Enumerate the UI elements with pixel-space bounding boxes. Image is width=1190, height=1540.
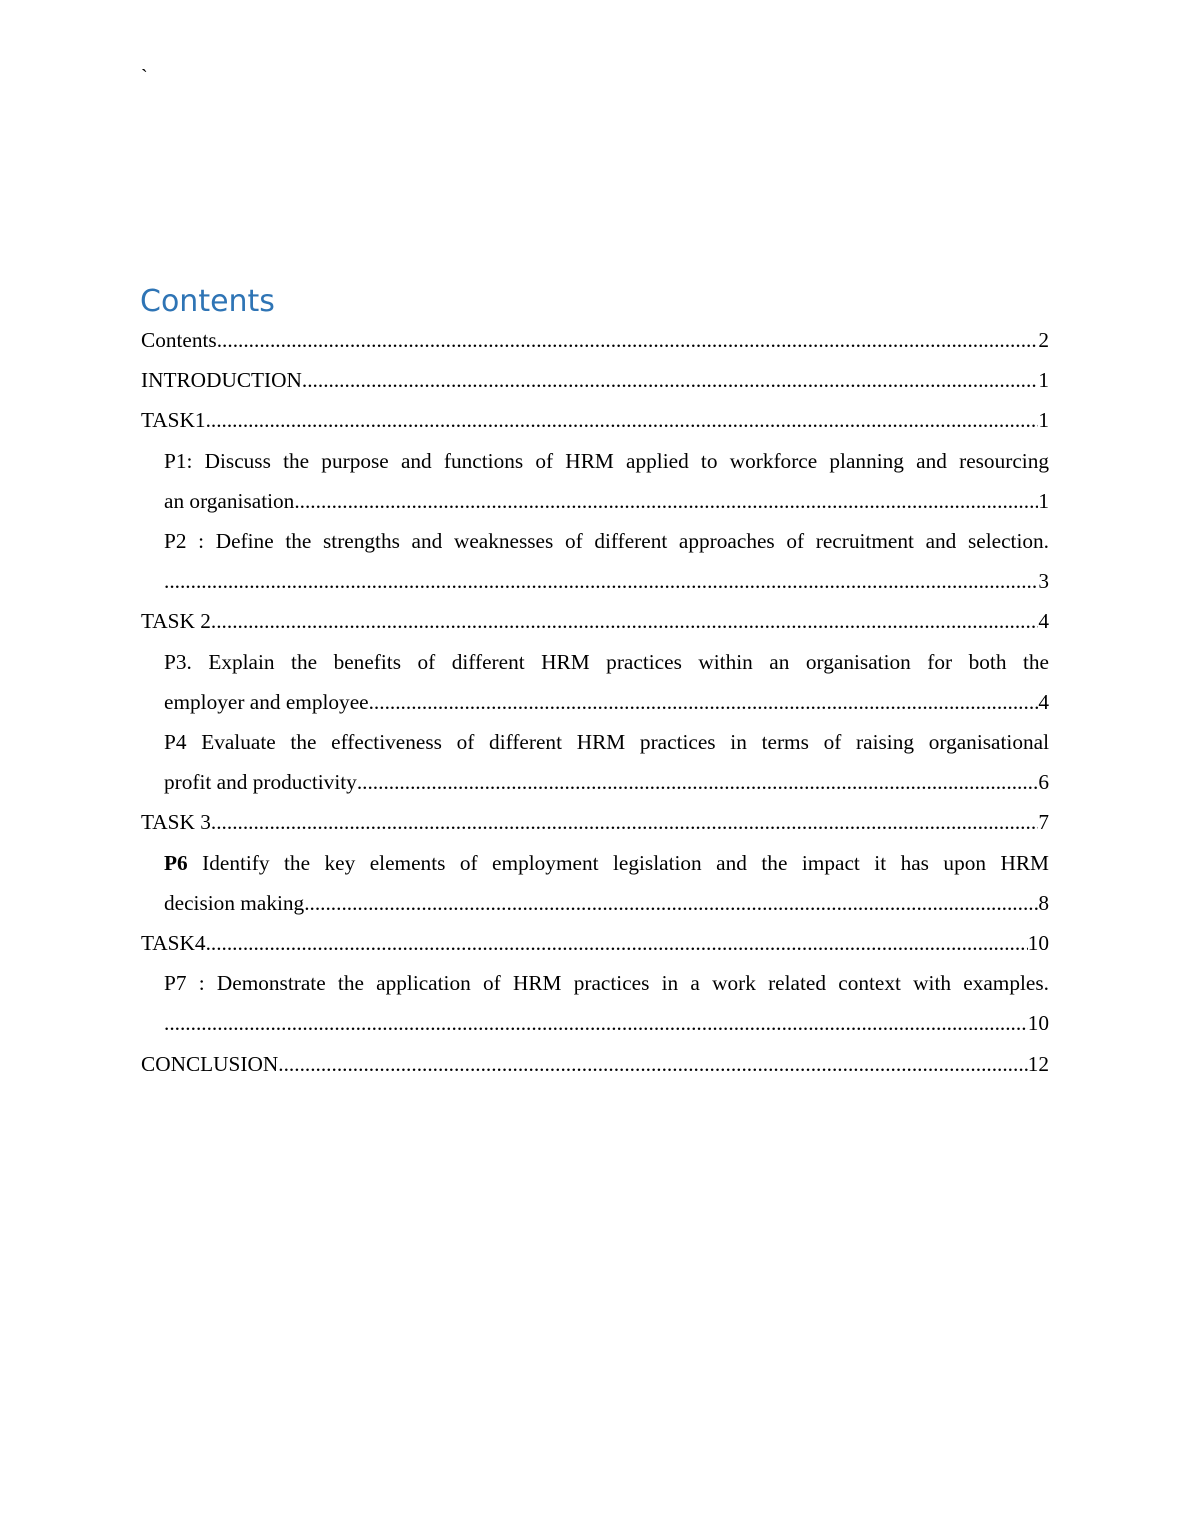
stray-mark: ` <box>141 66 148 88</box>
dot-leader <box>278 1044 1027 1084</box>
toc-entry-task3[interactable] <box>141 802 1049 842</box>
dot-leader <box>369 682 1039 722</box>
dot-leader <box>206 923 1028 963</box>
toc-page-number: 2 <box>1038 328 1049 352</box>
toc-entry-label: Contents <box>141 328 217 352</box>
toc-entry-label: CONCLUSION <box>141 1051 279 1076</box>
toc-entry-introduction[interactable] <box>141 360 1049 400</box>
toc-entry-label-text: Identify the key elements of employment legislation and the impact it has upon HRM <box>187 850 1049 875</box>
toc-entry-label <box>164 843 1049 883</box>
dot-leader <box>217 320 1039 360</box>
toc-entry-bold-prefix: P6 <box>164 850 188 875</box>
toc-page-number: 10 <box>1027 1011 1049 1036</box>
toc-entry-p6[interactable] <box>141 843 1049 923</box>
toc-entry-p2[interactable] <box>141 521 1049 601</box>
dot-leader <box>164 561 1038 601</box>
toc-entry-label: TASK 3 <box>141 810 211 835</box>
toc-entry-label: P3. Explain the benefits of different HRM practices within an organisation for both the <box>164 649 1049 674</box>
toc-entry-label: INTRODUCTION <box>141 368 302 393</box>
toc-entry-label-continued: profit and productivity <box>164 770 357 795</box>
toc-entry-label: P7 : Demonstrate the application of HRM practices in a work related context with examples. <box>164 971 1049 996</box>
toc-page-number: 7 <box>1038 810 1049 835</box>
toc-entry-label: P4 Evaluate the effectiveness of different HRM practices in terms of raising organisational <box>164 730 1049 755</box>
dot-leader <box>294 481 1038 521</box>
toc-heading: Contents <box>140 284 275 319</box>
dot-leader <box>357 762 1039 802</box>
toc-page-number: 4 <box>1038 689 1049 714</box>
toc-entry-label-continued: employer and employee <box>164 689 369 714</box>
table-of-contents <box>141 320 1049 1084</box>
toc-entry-label: TASK 2 <box>141 609 211 634</box>
toc-page-number: 1 <box>1038 408 1049 433</box>
toc-page-number: 3 <box>1038 569 1049 594</box>
dot-leader <box>206 400 1039 440</box>
dot-leader <box>164 1003 1028 1043</box>
toc-page-number: 6 <box>1038 770 1049 795</box>
toc-entry-label: P1: Discuss the purpose and functions of HRM applied to workforce planning and resourcing <box>164 448 1049 473</box>
toc-entry-label: TASK4 <box>141 931 206 956</box>
toc-entry-p3[interactable] <box>141 642 1049 722</box>
toc-page-number: 1 <box>1038 488 1049 513</box>
toc-entry-label: P2 : Define the strengths and weaknesses of different approaches of recruitment and selection. <box>164 529 1049 554</box>
toc-entry-task1[interactable] <box>141 400 1049 440</box>
toc-page-number: 8 <box>1038 890 1049 915</box>
toc-entry-label-continued: decision making <box>164 890 305 915</box>
toc-entry-task2[interactable] <box>141 601 1049 641</box>
toc-entry-contents[interactable] <box>141 320 1049 360</box>
toc-page-number: 4 <box>1038 609 1049 634</box>
toc-entry-conclusion[interactable] <box>141 1044 1049 1084</box>
dot-leader <box>211 802 1038 842</box>
toc-page-number: 12 <box>1027 1051 1049 1076</box>
toc-page-number: 1 <box>1038 368 1049 393</box>
toc-entry-task4[interactable] <box>141 923 1049 963</box>
dot-leader <box>211 601 1038 641</box>
dot-leader <box>304 883 1038 923</box>
toc-page-number: 10 <box>1027 931 1049 956</box>
dot-leader <box>302 360 1038 400</box>
toc-entry-p7[interactable] <box>141 963 1049 1043</box>
toc-entry-p4[interactable] <box>141 722 1049 802</box>
toc-entry-label: TASK1 <box>141 408 206 433</box>
toc-entry-label-continued: an organisation <box>164 488 295 513</box>
toc-entry-p1[interactable] <box>141 441 1049 521</box>
